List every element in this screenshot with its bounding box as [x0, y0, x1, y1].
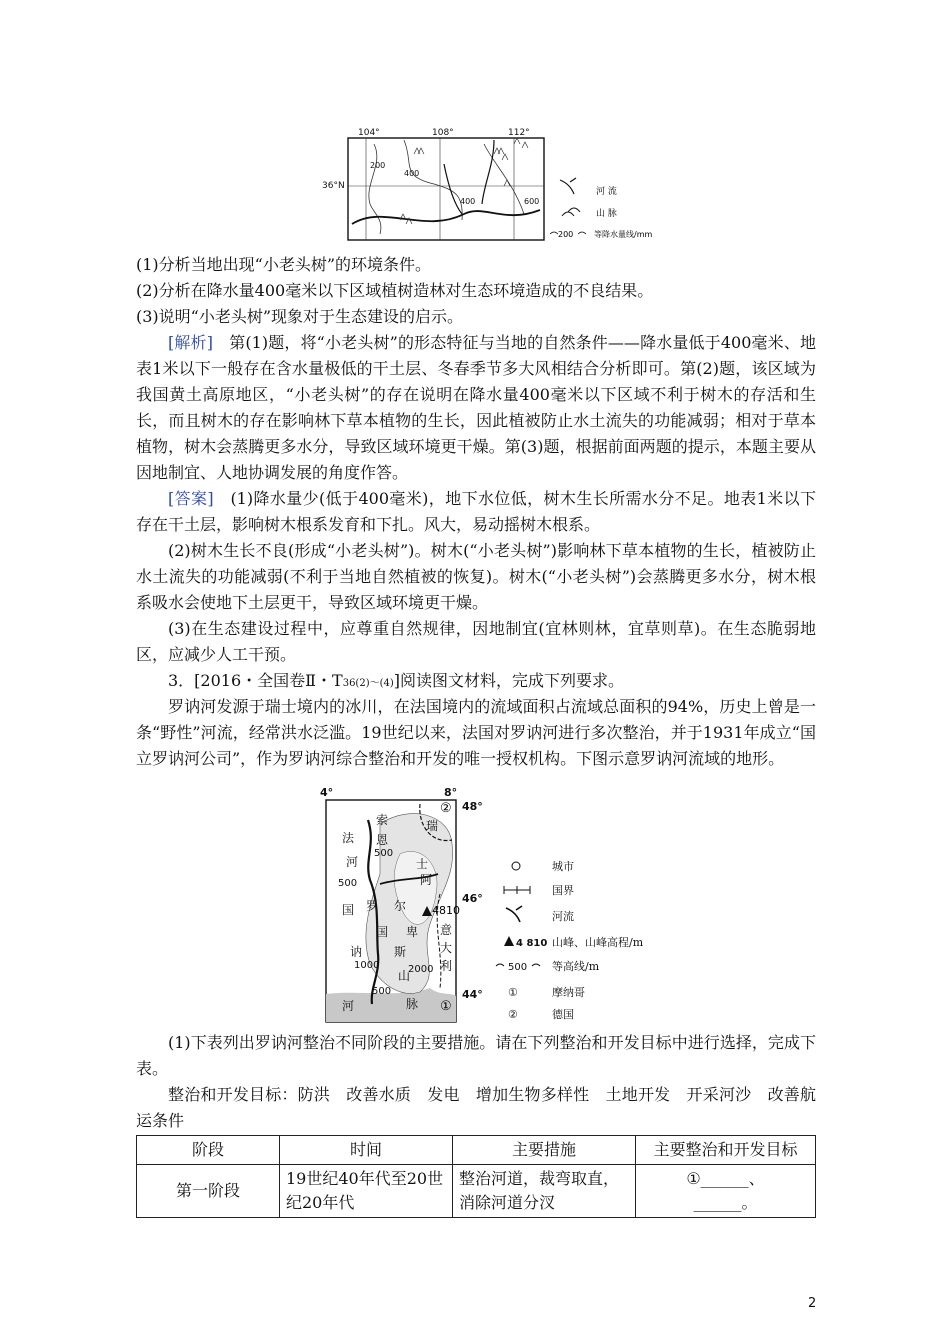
marker-de: ② — [440, 801, 452, 816]
region-char: 国 — [376, 925, 389, 939]
isohyet-label: 400 — [404, 169, 420, 178]
legend-label: 德国 — [552, 1008, 574, 1021]
contour-label: 1000 — [354, 960, 380, 971]
map2-legend — [496, 860, 644, 1021]
legend-symbol: 200 — [558, 230, 574, 239]
region-char: 法 — [342, 831, 355, 845]
question-3-1: (1)下表列出罗讷河整治不同阶段的主要措施。请在下列整治和开发目标中进行选择，完成下表。 — [136, 1033, 816, 1078]
region-char: 恩 — [376, 833, 389, 847]
legend-symbol: ② — [508, 1008, 518, 1021]
question-1-2: (2)分析在降水量400毫米以下区域植树造林对生态环境造成的不良结果。 — [136, 281, 654, 300]
region-char: 国 — [342, 903, 355, 917]
region-char: 讷 — [350, 945, 363, 959]
analysis — [136, 330, 816, 486]
page-number: 2 — [808, 1296, 817, 1311]
q3-head-post: ]阅读图文材料，完成下列要求。 — [393, 671, 625, 690]
table-header: 主要整治和开发目标 — [636, 1136, 816, 1165]
region-char: 山 — [398, 969, 411, 983]
legend-symbol: 500 — [508, 962, 528, 973]
region-char: 阿 — [420, 873, 433, 887]
stage-table — [136, 1135, 816, 1218]
legend-label: 山峰、山峰高程/m — [552, 936, 644, 949]
map1-legend — [550, 178, 652, 239]
lon-label: 112° — [508, 128, 530, 138]
rhone-basin-map — [320, 784, 680, 1020]
peak-icon — [504, 936, 514, 946]
marker-mc: ① — [440, 999, 452, 1014]
answer-1 — [136, 486, 816, 538]
q3-head-pre: 3．[2016・全国卷Ⅱ・T — [168, 671, 343, 690]
peak-label: 4810 — [432, 904, 460, 917]
region-char: 斯 — [394, 945, 407, 959]
region-char: 索 — [376, 813, 389, 827]
table-header: 时间 — [280, 1136, 453, 1165]
legend-label: 城市 — [552, 860, 574, 873]
region-char: 卑 — [406, 925, 419, 939]
legend-label: 摩纳哥 — [552, 986, 585, 999]
table-cell: 第一阶段 — [137, 1165, 280, 1218]
region-char: 河 — [342, 999, 355, 1013]
legend-label: 等高线/m — [552, 960, 600, 973]
region-char: 脉 — [406, 997, 419, 1011]
question-1-1: (1)分析当地出现“小老头树”的环境条件。 — [136, 255, 432, 274]
legend-symbol: ① — [508, 986, 518, 999]
table-cell-goal — [636, 1165, 816, 1218]
legend-label: 等降水量线/mm — [594, 230, 653, 239]
answer-1-text: (1)降水量少(低于400毫米)，地下水位低，树木生长所需水分不足。地表1米以下存在干土层，影响树木根系发育和下扎。风大，易动摇树木根系。 — [136, 489, 816, 534]
city-icon — [512, 862, 520, 870]
region-char: 尔 — [394, 899, 407, 913]
lat-label: 36°N — [322, 181, 345, 191]
border-icon — [504, 886, 530, 894]
analysis-text: 第(1)题，将“小老头树”的形态特征与当地的自然条件——降水量低于400毫米、地表1米以下一般存在含水量极低的干土层、冬春季节多大风相结合分析即可。第(2)题，该区域为我国黄土高原地区，“小老头树”的存在说明在降水量400毫米以下区域不利于树木的存活和生长，而且树木的存在影响林下草本植物的生长，因此植被防止水土流失的功能减弱；相对于草本植物，树木会蒸腾更多水分，导致区域环境更干燥。第(3)题，根据前面两题的提示，本题主要从因地制宜、人地协调发展的角度作答。 — [136, 333, 816, 482]
answer-3: (3)在生态建设过程中，应尊重自然规律，因地制宜(宜林则林，宜草则草)。在生态脆弱地区，应减少人工干预。 — [136, 619, 816, 664]
isohyet-label: 600 — [524, 197, 540, 206]
river-icon — [506, 906, 522, 922]
question-3-material: 罗讷河发源于瑞士境内的冰川，在法国境内的流域面积占流域总面积的94%，历史上曾是一条“野性”河流，经常洪水泛滥。19世纪以来，法国对罗讷河进行多次整治，并于1931年成立“国立罗讷河公司”，作为罗讷河综合整治和开发的唯一授权机构。下图示意罗讷河流域的地形。 — [136, 697, 816, 768]
lon-label: 4° — [320, 786, 334, 799]
contour-label: 500 — [338, 878, 358, 889]
region-char: 利 — [440, 959, 453, 973]
lat-label: 44° — [462, 988, 483, 1001]
region-char: 大 — [440, 941, 453, 955]
legend-label: 河流 — [552, 910, 574, 923]
region-char: 河 — [346, 855, 359, 869]
lon-label: 108° — [432, 128, 454, 138]
answer-2: (2)树木生长不良(形成“小老头树”)。树木(“小老头树”)影响林下草本植物的生长，植被防止水土流失的功能减弱(不利于当地自然植被的恢复)。树木(“小老头树”)会蒸腾更多水分，树木根系吸水会使地下土层更干，导致区域环境更干燥。 — [136, 541, 816, 612]
river-icon — [560, 178, 576, 194]
answer-tag: [答案] — [168, 489, 214, 508]
legend-label: 山 脉 — [596, 209, 617, 219]
question-3-header — [136, 668, 816, 697]
lon-label: 104° — [358, 128, 380, 138]
region-char: 意 — [440, 923, 453, 937]
lat-label: 46° — [462, 892, 483, 905]
legend-label: 河 流 — [596, 187, 617, 197]
table-header-row — [137, 1136, 816, 1165]
question-1-3: (3)说明“小老头树”现象对于生态建设的启示。 — [136, 307, 464, 326]
contour-label: 500 — [372, 986, 392, 997]
analysis-tag: [解析] — [168, 333, 213, 352]
precipitation-map — [322, 124, 674, 244]
legend-symbol: 4 810 — [516, 938, 548, 949]
lat-label: 48° — [462, 800, 483, 813]
isohyet-label: 400 — [460, 197, 476, 206]
isohyet-label: 200 — [370, 161, 386, 170]
table-row — [137, 1165, 816, 1218]
table-header: 阶段 — [137, 1136, 280, 1165]
contour-label: 500 — [374, 848, 394, 859]
lon-label: 8° — [444, 786, 458, 799]
legend-label: 国界 — [552, 884, 574, 897]
goals-list: 整治和开发目标：防洪 改善水质 发电 增加生物多样性 土地开发 开采河沙 改善航运条件 — [136, 1085, 816, 1130]
goal-blank-2: ______。 — [693, 1193, 758, 1212]
region-char: 士 — [416, 857, 429, 871]
table-cell: 整治河道，裁弯取直，消除河道分汊 — [453, 1165, 636, 1218]
contour-label: 2000 — [408, 964, 434, 975]
table-header: 主要措施 — [453, 1136, 636, 1165]
table-cell: 19世纪40年代至20世纪20年代 — [280, 1165, 453, 1218]
region-char: 罗 — [366, 899, 379, 913]
goal-blank-1: ①______、 — [686, 1169, 765, 1188]
region-char: 瑞 — [426, 819, 439, 833]
mountain-icon — [562, 208, 580, 216]
q3-head-sub: 36(2)～(4) — [342, 678, 394, 689]
